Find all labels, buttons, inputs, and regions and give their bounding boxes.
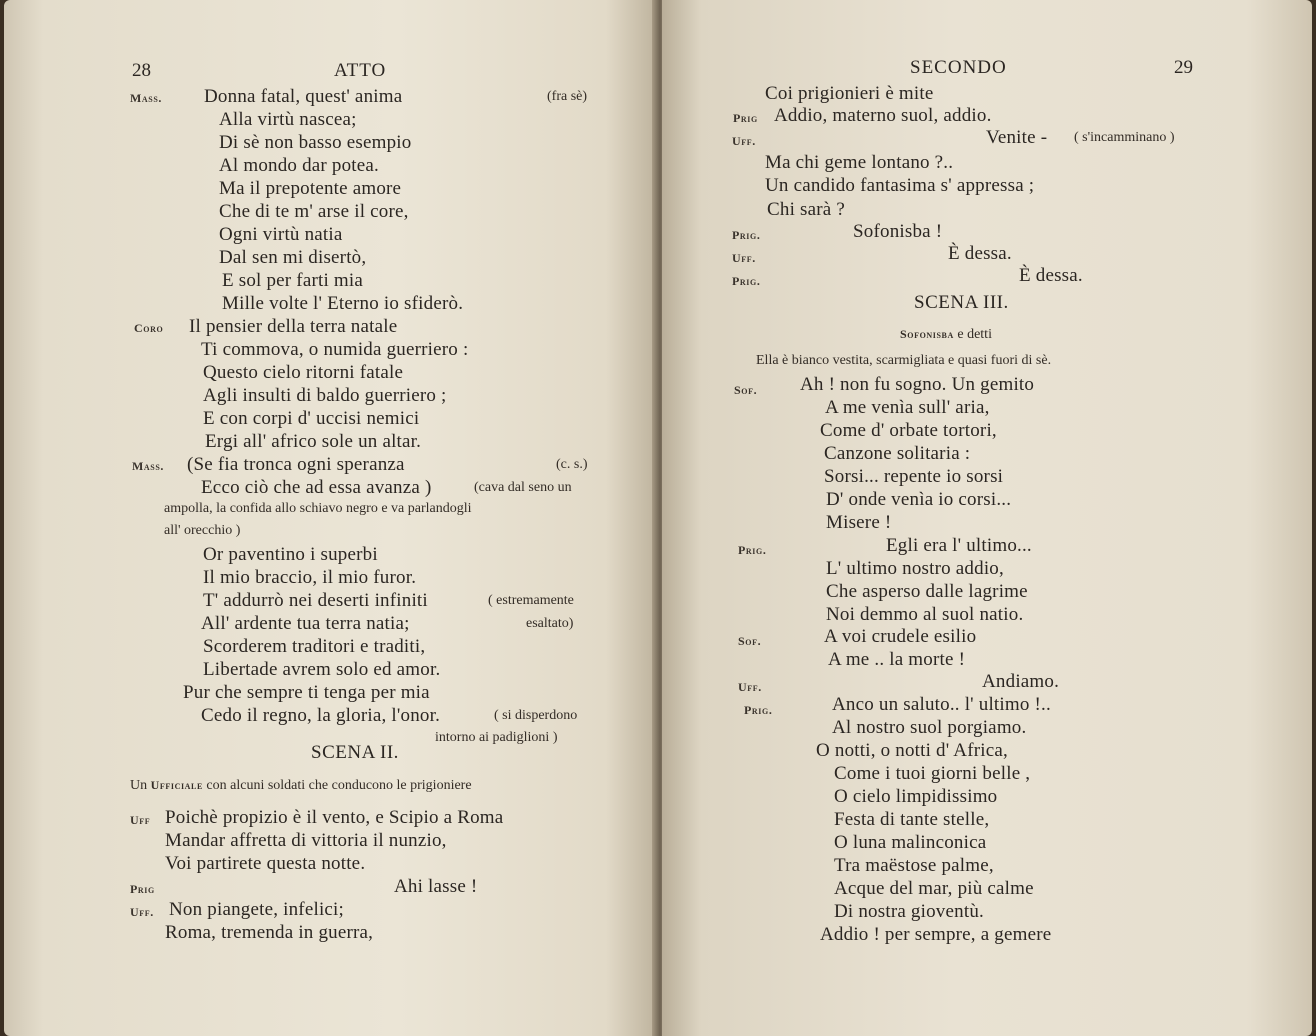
verse-line: Al nostro suol porgiamo. (832, 717, 1027, 738)
speaker-label: Mass. (132, 459, 165, 473)
verse-line: Ah ! non fu sogno. Un gemito (800, 374, 1035, 395)
speaker-label: Prig (130, 882, 155, 896)
verse-line: A me .. la morte ! (828, 649, 966, 670)
verse-line: E sol per farti mia (222, 270, 363, 291)
verse-line: E con corpi d' uccisi nemici (203, 408, 420, 429)
verse-line: A me venìa sull' aria, (825, 397, 990, 418)
verse-line: Come d' orbate tortori, (820, 420, 997, 441)
verse-line: È dessa. (1019, 265, 1083, 286)
page-number: 29 (1174, 57, 1193, 78)
verse-line: Di nostra gioventù. (834, 901, 984, 922)
stage-direction: ( s'incamminano ) (1074, 130, 1175, 145)
speaker-label: Prig. (738, 543, 767, 557)
stage-direction: all' orecchio ) (164, 523, 241, 538)
running-head: ATTO (334, 60, 387, 81)
verse-line: Addio, materno suol, addio. (774, 105, 992, 126)
verse-line: Il pensier della terra natale (189, 316, 398, 337)
verse-line: Festa di tante stelle, (834, 809, 990, 830)
verse-line: Tra maëstose palme, (834, 855, 994, 876)
verse-line: Come i tuoi giorni belle , (834, 763, 1031, 784)
verse-line: Donna fatal, quest' anima (204, 86, 403, 107)
verse-line: Venite - (986, 127, 1048, 148)
verse-line: L' ultimo nostro addio, (826, 558, 1004, 579)
scene-description (900, 325, 992, 344)
speaker-label: Prig. (732, 228, 761, 242)
verse-line: Canzone solitaria : (824, 443, 971, 464)
stage-direction: ( si disperdono (494, 708, 578, 723)
stage-direction: intorno ai padiglioni ) (435, 730, 558, 745)
verse-line: Ti commova, o numida guerriero : (201, 339, 469, 360)
verse-line: Anco un saluto.. l' ultimo !.. (832, 694, 1051, 715)
scene-desc-article: Un (130, 778, 148, 793)
verse-line: Questo cielo ritorni fatale (203, 362, 404, 383)
speaker-label: Uff. (732, 134, 756, 148)
speaker-label: Mass. (130, 91, 163, 105)
left-page (4, 0, 658, 1036)
scene-title: SCENA III. (914, 292, 1009, 313)
speaker-label: Uff (130, 813, 151, 827)
verse-line: Or paventino i superbi (203, 544, 378, 565)
verse-line: Libertade avrem solo ed amor. (203, 659, 441, 680)
scene-description (130, 776, 472, 795)
verse-line: A voi crudele esilio (824, 626, 977, 647)
verse-line: Agli insulti di baldo guerriero ; (203, 385, 447, 406)
speaker-label: Prig. (732, 274, 761, 288)
verse-line: Alla virtù nascea; (219, 109, 357, 130)
verse-line: Addio ! per sempre, a gemere (820, 924, 1052, 945)
stage-direction: (fra sè) (547, 89, 588, 104)
verse-line: Mandar affretta di vittoria il nunzio, (165, 830, 447, 851)
scene-desc-character: Sofonisba (900, 327, 954, 341)
verse-line: Pur che sempre ti tenga per mia (183, 682, 430, 703)
stage-direction: (cava dal seno un (474, 480, 572, 495)
verse-line: D' onde venìa io corsi... (826, 489, 1012, 510)
speaker-label: Uff. (732, 251, 756, 265)
verse-line: Ergi all' africo sole un altar. (205, 431, 422, 452)
stage-direction: ampolla, la confida allo schiavo negro e va parlandogli (164, 501, 472, 516)
stage-direction: ( estremamente (488, 593, 574, 608)
verse-line: All' ardente tua terra natia; (201, 613, 410, 634)
verse-line: È dessa. (948, 243, 1012, 264)
verse-line: Poichè propizio è il vento, e Scipio a Roma (165, 807, 504, 828)
verse-line: Egli era l' ultimo... (886, 535, 1032, 556)
verse-line: Coi prigionieri è mite (765, 83, 934, 104)
verse-line: Ma chi geme lontano ?.. (765, 152, 954, 173)
verse-line: Al mondo dar potea. (219, 155, 379, 176)
scene-desc-text: e detti (957, 327, 992, 342)
verse-line: O notti, o notti d' Africa, (816, 740, 1008, 761)
verse-line: Scorderem traditori e traditi, (203, 636, 426, 657)
verse-line: Voi partirete questa notte. (165, 853, 366, 874)
speaker-label: Sof. (738, 634, 762, 648)
verse-line: Roma, tremenda in guerra, (165, 922, 374, 943)
verse-line: Andiamo. (982, 671, 1060, 692)
verse-line: Un candido fantasima s' appressa ; (765, 175, 1035, 196)
speaker-label: Prig. (744, 703, 773, 717)
running-head: SECONDO (910, 57, 1007, 78)
verse-line: Misere ! (826, 512, 892, 533)
verse-line: (Se fia tronca ogni speranza (187, 454, 405, 475)
verse-line: Noi demmo al suol natio. (826, 604, 1024, 625)
verse-line: T' addurrò nei deserti infiniti (203, 590, 428, 611)
verse-line: Che asperso dalle lagrime (826, 581, 1028, 602)
verse-line: Il mio braccio, il mio furor. (203, 567, 417, 588)
speaker-label: Sof. (734, 383, 758, 397)
verse-line: Che di te m' arse il core, (219, 201, 409, 222)
verse-line: Cedo il regno, la gloria, l'onor. (201, 705, 441, 726)
verse-line: O cielo limpidissimo (834, 786, 998, 807)
verse-line: Ahi lasse ! (394, 876, 478, 897)
verse-line: Acque del mar, più calme (834, 878, 1034, 899)
page-number: 28 (132, 60, 151, 81)
stage-direction: (c. s.) (556, 457, 588, 472)
verse-line: Non piangete, infelici; (169, 899, 345, 920)
verse-line: Ecco ciò che ad essa avanza ) (201, 477, 432, 498)
speaker-label: Coro (134, 321, 164, 335)
verse-line: O luna malinconica (834, 832, 987, 853)
stage-direction: esaltato) (526, 616, 574, 631)
scene-title: SCENA II. (311, 742, 399, 763)
speaker-label: Uff. (738, 680, 762, 694)
verse-line: Di sè non basso esempio (219, 132, 412, 153)
verse-line: Mille volte l' Eterno io sfiderò. (222, 293, 464, 314)
verse-line: Ma il prepotente amore (219, 178, 402, 199)
scene-desc-character: Ufficiale (150, 778, 203, 792)
verse-line: Ogni virtù natia (219, 224, 343, 245)
verse-line: Sofonisba ! (853, 221, 943, 242)
stage-direction: Ella è bianco vestita, scarmigliata e quasi fuori di sè. (756, 353, 1052, 368)
verse-line: Dal sen mi disertò, (219, 247, 367, 268)
right-page (662, 0, 1312, 1036)
verse-line: Chi sarà ? (767, 199, 845, 220)
scene-desc-text: con alcuni soldati che conducono le prigioniere (206, 778, 472, 793)
verse-line: Sorsi... repente io sorsi (824, 466, 1004, 487)
speaker-label: Prig (733, 111, 758, 125)
speaker-label: Uff. (130, 905, 154, 919)
